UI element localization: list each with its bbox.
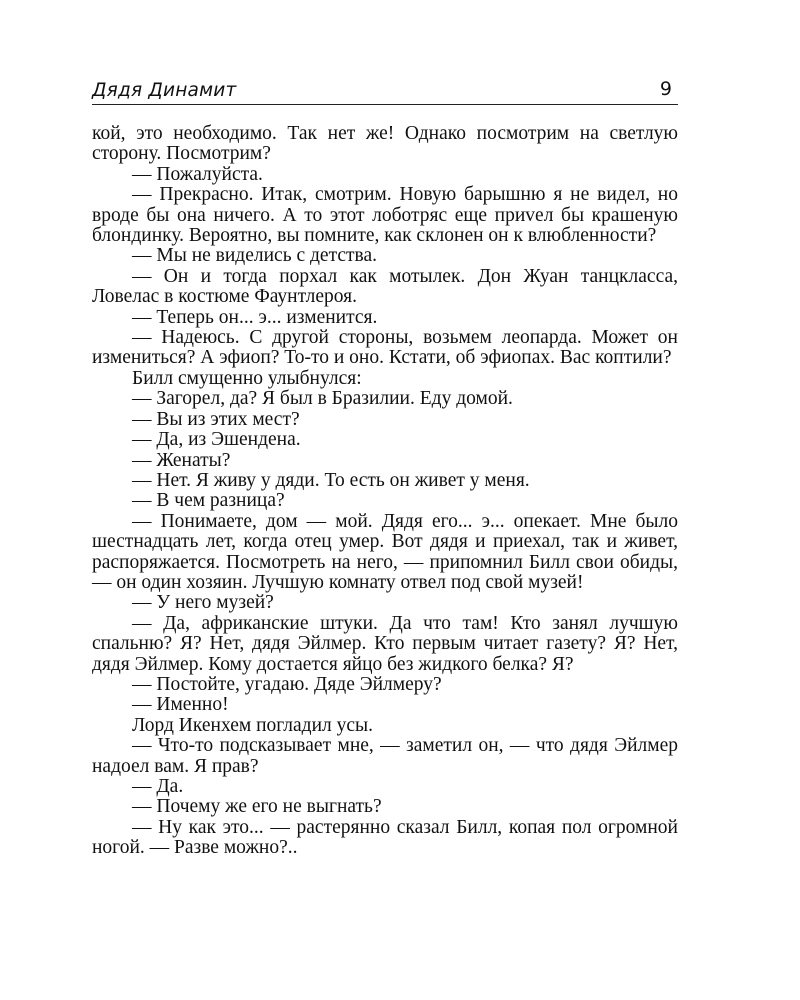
running-header	[92, 78, 678, 105]
paragraph: — Да, африканские штуки. Да что там! Кто занял лучшую спальню? Я? Нет, дядя Эйлмер. Кто первым читает газету? Я? Нет, дядя Эйлмер. Кому достается яйцо без жидкого белка? Я?	[92, 612, 678, 675]
paragraph: — Постойте, угадаю. Дяде Эйлмеру?	[132, 673, 442, 695]
paragraph: Лорд Икенхем погладил усы.	[132, 714, 373, 736]
paragraph: Билл смущенно улыбнулся:	[132, 367, 362, 389]
page-number: 9	[659, 78, 672, 100]
paragraph: — Да, из Эшендена.	[132, 429, 301, 451]
paragraph: — У него музей?	[132, 592, 274, 614]
paragraph: кой, это необходимо. Так нет же! Однако посмотрим на светлую сторону. Посмотрим?	[92, 123, 678, 165]
running-title: Дядя Динамит	[92, 80, 237, 101]
paragraph: — Загорел, да? Я был в Бразилии. Еду домой.	[132, 388, 513, 410]
paragraph: — Понимаете, дом — мой. Дядя его... э... опекает. Мне было шестнадцать лет, когда отец умер. Вот дядя и приехал, так и живет, распоряжается. Посмотреть на него, — припомнил Билл свои обиды, — он один хозяин. Лучшую комнату отвел под свой музей!	[92, 510, 678, 593]
body-text	[92, 124, 678, 859]
paragraph: — Да.	[132, 776, 184, 797]
paragraph: — В чем разница?	[132, 490, 285, 512]
paragraph: — Женаты?	[132, 449, 231, 471]
paragraph: — Ну как это... — растерянно сказал Билл, копая пол огромной ногой. — Разве можно?..	[92, 816, 678, 859]
paragraph: — Вы из этих мест?	[132, 408, 300, 430]
paragraph: — Нет. Я живу у дяди. То есть он живет у меня.	[132, 469, 530, 491]
paragraph: — Пожалуйста.	[132, 163, 263, 185]
paragraph: — Надеюсь. С другой стороны, возьмем леопарда. Может он измениться? А эфиоп? То-то и оно. Кстати, об эфиопах. Вас коптили?	[92, 327, 678, 369]
paragraph: — Что-то подсказывает мне, — заметил он, — что дядя Эйлмер надоел вам. Я прав?	[92, 735, 678, 777]
paragraph: — Прекрасно. Итак, смотрим. Новую барышню я не видел, но вроде бы она ничего. А то этот лоботряс еще приvел бы крашеную блондинку. Вероятно, вы помните, как склонен он к влюбленности?	[92, 184, 678, 247]
paragraph: — Теперь он... э... изменится.	[132, 306, 378, 328]
paragraph: — Он и тогда порхал как мотылек. Дон Жуан танцкласса, Ловелас в костюме Фаунтлероя.	[92, 265, 678, 308]
paragraph: — Мы не виделись с детства.	[132, 245, 377, 267]
paragraph: — Почему же его не выгнать?	[132, 796, 382, 818]
paragraph: — Именно!	[132, 694, 229, 716]
